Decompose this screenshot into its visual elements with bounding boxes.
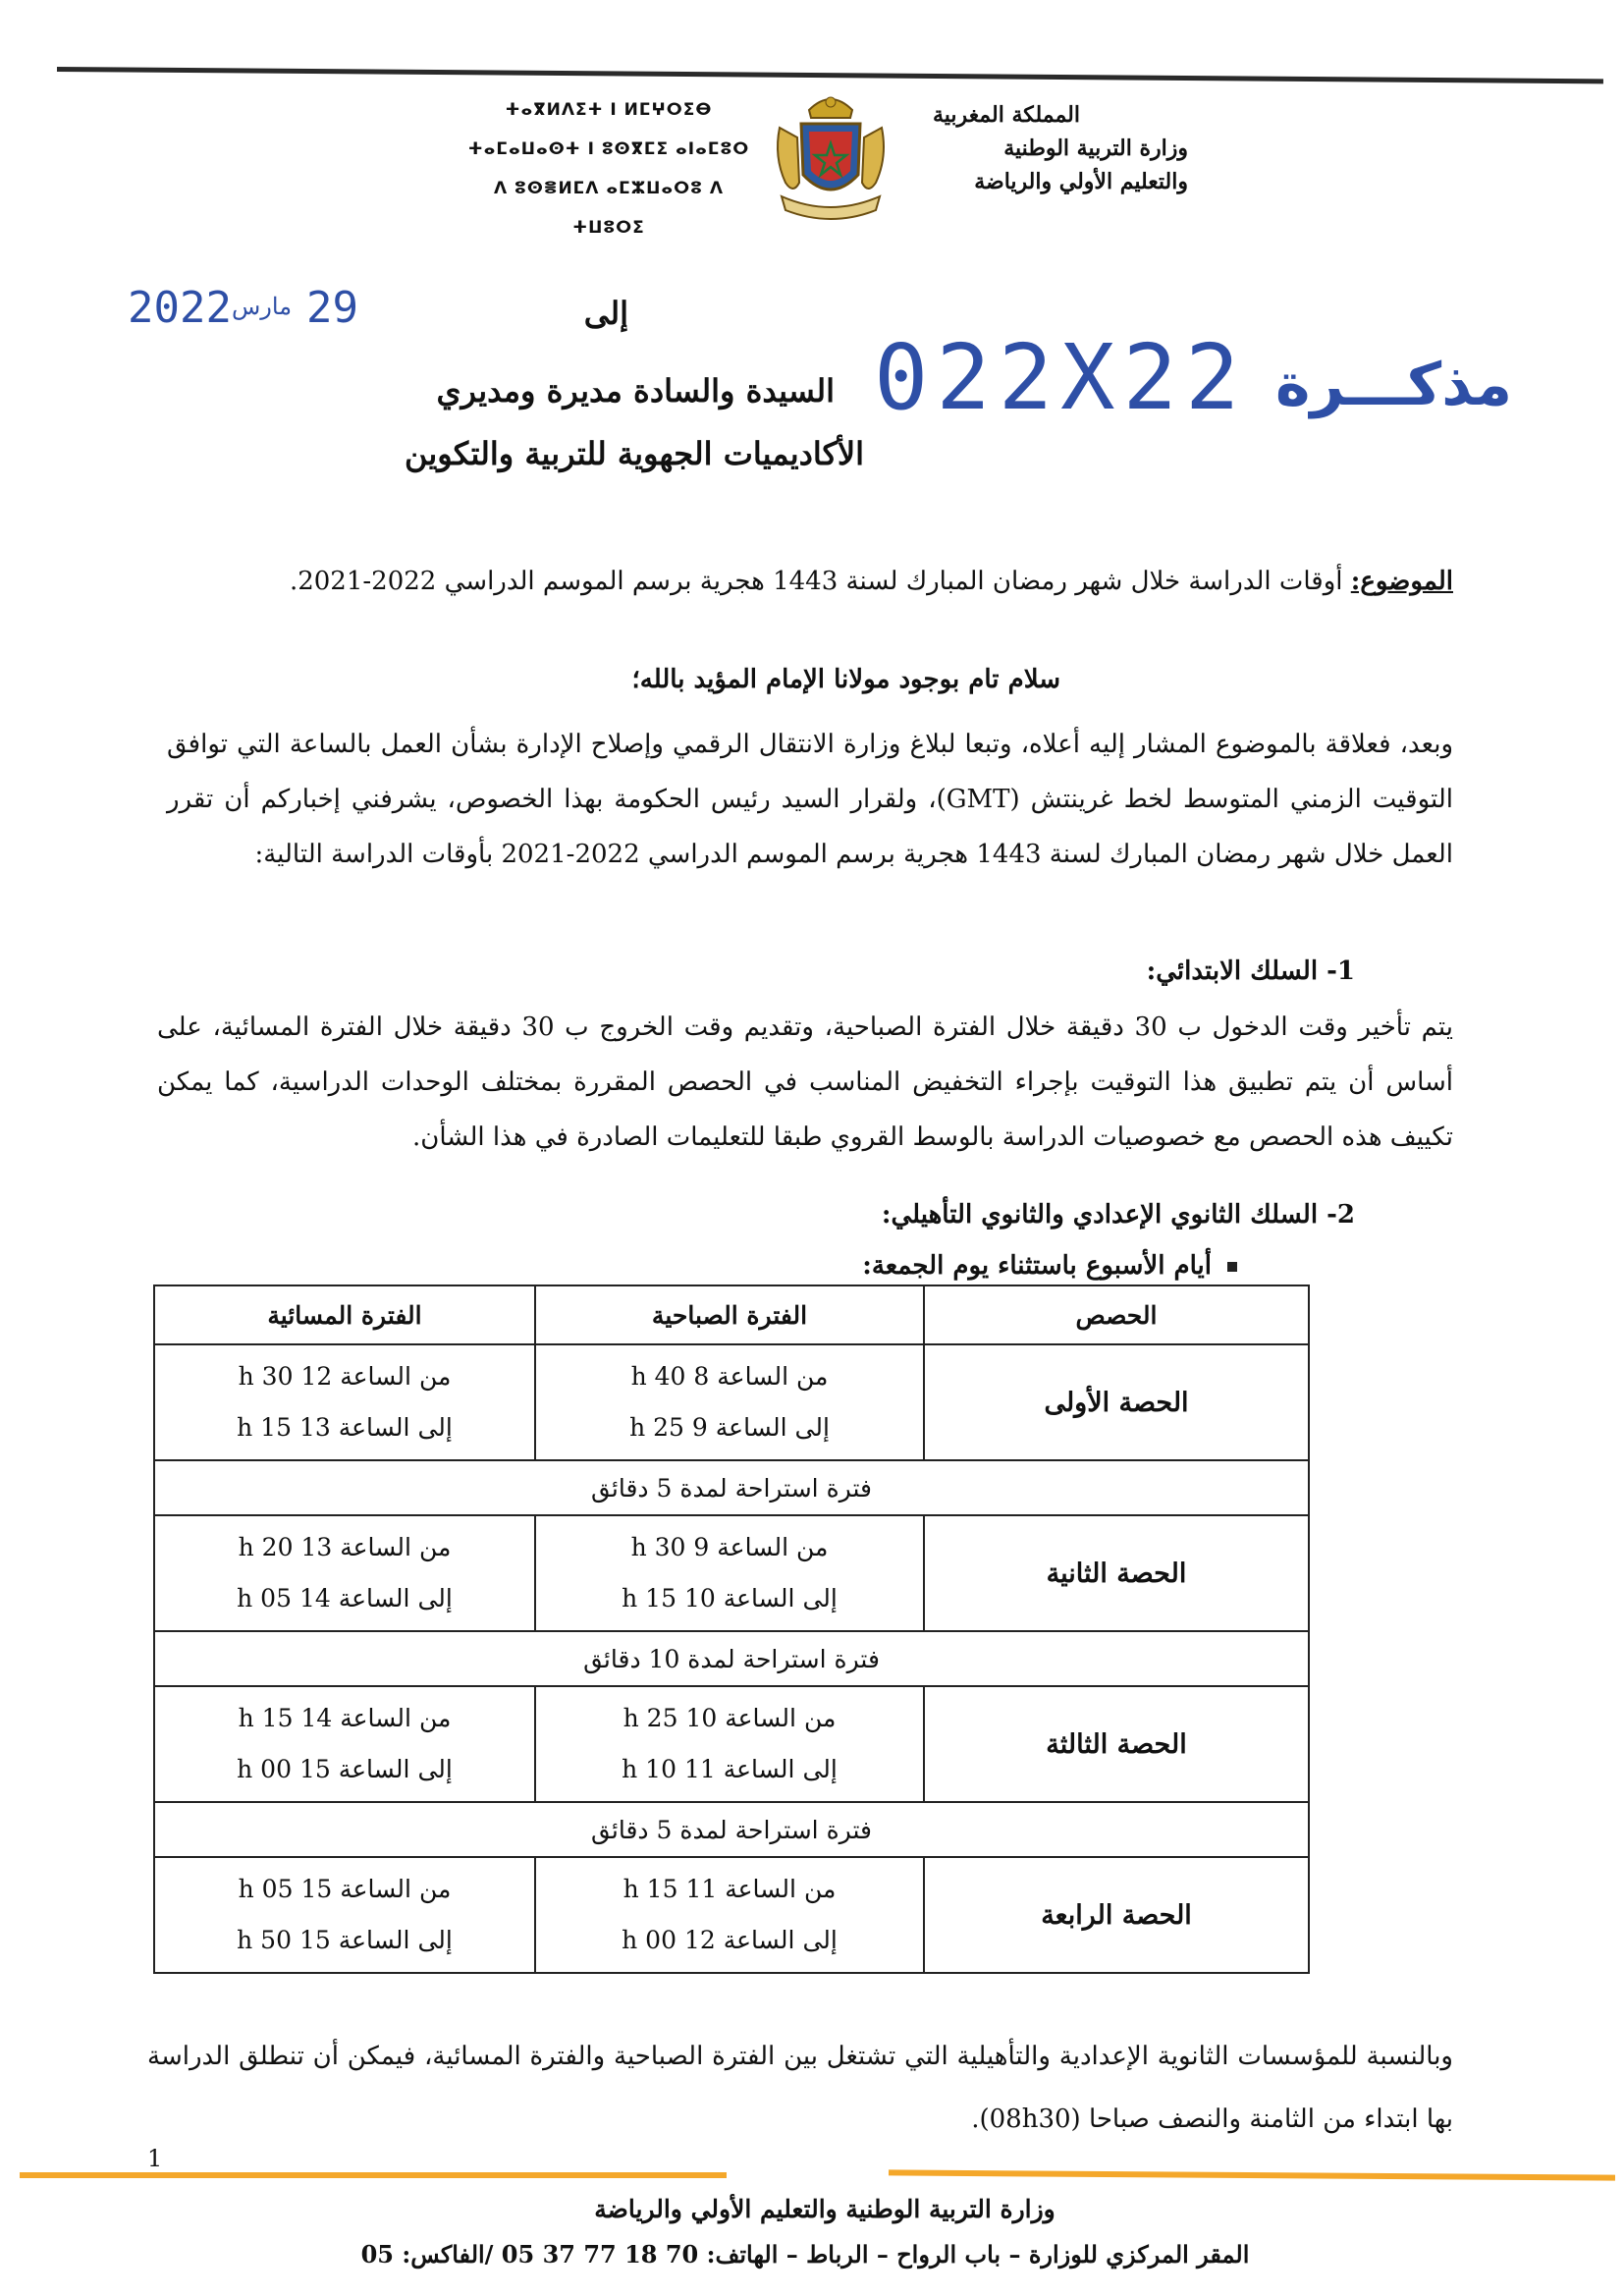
section1-title: 1- السلك الابتدائي: (1146, 957, 1355, 986)
header-evening: الفترة المسائية (154, 1285, 535, 1344)
table-header-row (154, 1285, 1309, 1344)
time-from: من الساعة 11 h 15 (623, 1875, 837, 1903)
morning-cell (535, 1857, 924, 1973)
ministry-name-line1: وزارة التربية الوطنية (1003, 136, 1188, 161)
time-from: من الساعة 8 h 40 (630, 1362, 829, 1391)
break-row (154, 1460, 1309, 1515)
greeting: سلام تام بوجود مولانا الإمام المؤيد بالله؛ (631, 665, 1060, 694)
evening-cell (154, 1344, 535, 1460)
time-from: من الساعة 13 h 20 (238, 1533, 452, 1561)
time-to: إلى الساعة 15 h 00 (237, 1755, 453, 1783)
table-row (154, 1344, 1309, 1460)
time-from: من الساعة 12 h 30 (238, 1362, 452, 1391)
table-row (154, 1857, 1309, 1973)
header-morning: الفترة الصباحية (535, 1285, 924, 1344)
section1-text: يتم تأخير وقت الدخول ب 30 دقيقة خلال الفترة الصباحية، وتقديم وقت الخروج ب 30 دقيقة خلال الفترة المسائية، على أساس أن يتم تطبيق هذا التوقيت بإجراء التخفيض المناسب في الحصص المقررة بمختلف الوحدات الدراسية، كما يمكن تكييف هذه الحصص مع خصوصيات الدراسة بالوسط القروي طبقا للتعليمات الصادرة في هذا الشأن. (157, 1012, 1453, 1152)
session-cell: الحصة الرابعة (924, 1857, 1309, 1973)
bullet-square-icon (1227, 1262, 1237, 1272)
morning-cell (535, 1344, 924, 1460)
morning-cell (535, 1515, 924, 1631)
coat-of-arms-emblem (772, 88, 890, 226)
schedule-table (153, 1285, 1310, 1974)
tifinagh-line3: ⴷ ⵓⵙⴻⵍⵎⴷ ⴰⵎⵣⵡⴰⵔⵓ ⴷ ⵜⵡⵓⵔⵉ (493, 179, 724, 238)
closing-paragraph: وبالنسبة للمؤسسات الثانوية الإعدادية والتأهيلية التي تشتغل بين الفترة الصباحية والفترة المسائية، فيمكن أن تنطلق الدراسة بها ابتداء من الثامنة والنصف صباحا (08h30). (147, 2042, 1453, 2134)
time-to: إلى الساعة 14 h 05 (237, 1584, 453, 1613)
time-to: إلى الساعة 11 h 10 (622, 1755, 838, 1783)
kingdom-name: المملكة المغربية (933, 102, 1080, 128)
table-row (154, 1515, 1309, 1631)
time-from: من الساعة 9 h 30 (630, 1533, 829, 1561)
subject-line (245, 555, 1453, 609)
subject-text: أوقات الدراسة خلال شهر رمضان المبارك لسنة 1443 هجرية برسم الموسم الدراسي 2022-2021. (289, 567, 1351, 596)
time-to: إلى الساعة 12 h 00 (622, 1926, 838, 1954)
stamp-year: 2022 (128, 283, 232, 333)
stamp-month: مارس (232, 293, 293, 320)
time-to: إلى الساعة 15 h 50 (237, 1926, 453, 1954)
time-from: من الساعة 14 h 15 (238, 1704, 452, 1732)
ministry-name-line2: والتعليم الأولي والرياضة (974, 169, 1188, 194)
stamp-day: 29 (306, 283, 358, 333)
date-stamp (128, 283, 383, 342)
footer-rule-left (20, 2172, 727, 2178)
ministry-header-arabic (864, 98, 1188, 198)
morning-cell (535, 1686, 924, 1802)
addressee-line2: الأكاديميات الجهوية للتربية والتكوين (405, 435, 864, 472)
break-cell: فترة استراحة لمدة 5 دقائق (154, 1802, 1309, 1857)
session-cell: الحصة الثالثة (924, 1686, 1309, 1802)
break-row (154, 1631, 1309, 1686)
ministry-header-tifinagh (461, 90, 756, 247)
session-cell: الحصة الثانية (924, 1515, 1309, 1631)
evening-cell (154, 1686, 535, 1802)
time-from: من الساعة 10 h 25 (623, 1704, 837, 1732)
footer-ministry: وزارة التربية الوطنية والتعليم الأولي والرياضة (594, 2195, 1056, 2223)
memo-number: 022X22 (874, 325, 1248, 430)
addressee-to: إلى (583, 295, 628, 332)
page-number: 1 (147, 2145, 163, 2172)
subject-label: الموضوع: (1350, 567, 1453, 596)
tifinagh-line2: ⵜⴰⵎⴰⵡⴰⵙⵜ ⵏ ⵓⵙⴳⵎⵉ ⴰⵏⴰⵎⵓⵔ (467, 139, 750, 159)
break-cell: فترة استراحة لمدة 5 دقائق (154, 1460, 1309, 1515)
section2-title: 2- السلك الثانوي الإعدادي والثانوي التأهيلي: (881, 1200, 1355, 1230)
header-sessions: الحصص (924, 1285, 1309, 1344)
memo-word: مذكـــرة (1275, 351, 1512, 419)
intro-paragraph: وبعد، فعلاقة بالموضوع المشار إليه أعلاه، وتبعا لبلاغ وزارة الانتقال الرقمي وإصلاح الإدارة بشأن العمل بالساعة التي توافق التوقيت الزمني المتوسط لخط غرينتش (GMT)، ولقرار السيد رئيس الحكومة بهذا الخصوص، يشرفني إخباركم أن تقرر العمل خلال شهر رمضان المبارك لسنة 1443 هجرية برسم الموسم الدراسي 2022-2021 بأوقات الدراسة التالية: (167, 730, 1454, 869)
time-to: إلى الساعة 9 h 25 (629, 1413, 830, 1442)
time-to: إلى الساعة 13 h 15 (237, 1413, 453, 1442)
break-row (154, 1802, 1309, 1857)
evening-cell (154, 1857, 535, 1973)
bullet-text: أيام الأسبوع باستثناء يوم الجمعة: (862, 1251, 1212, 1281)
session-cell: الحصة الأولى (924, 1344, 1309, 1460)
footer-rule-right (889, 2169, 1615, 2180)
break-cell: فترة استراحة لمدة 10 دقائق (154, 1631, 1309, 1686)
table-row (154, 1686, 1309, 1802)
footer-address: المقر المركزي للوزارة – باب الرواح – الرباط – الهاتف: 70 18 77 37 05 /الفاكس: 05 (360, 2240, 1250, 2269)
header-rule (57, 67, 1603, 83)
tifinagh-line1: ⵜⴰⴳⵍⴷⵉⵜ ⵏ ⵍⵎⵖⵔⵉⴱ (505, 100, 713, 120)
time-from: من الساعة 15 h 05 (238, 1875, 452, 1903)
time-to: إلى الساعة 10 h 15 (622, 1584, 838, 1613)
addressee-line1: السيدة والسادة مديرة ومديري (436, 372, 835, 410)
evening-cell (154, 1515, 535, 1631)
